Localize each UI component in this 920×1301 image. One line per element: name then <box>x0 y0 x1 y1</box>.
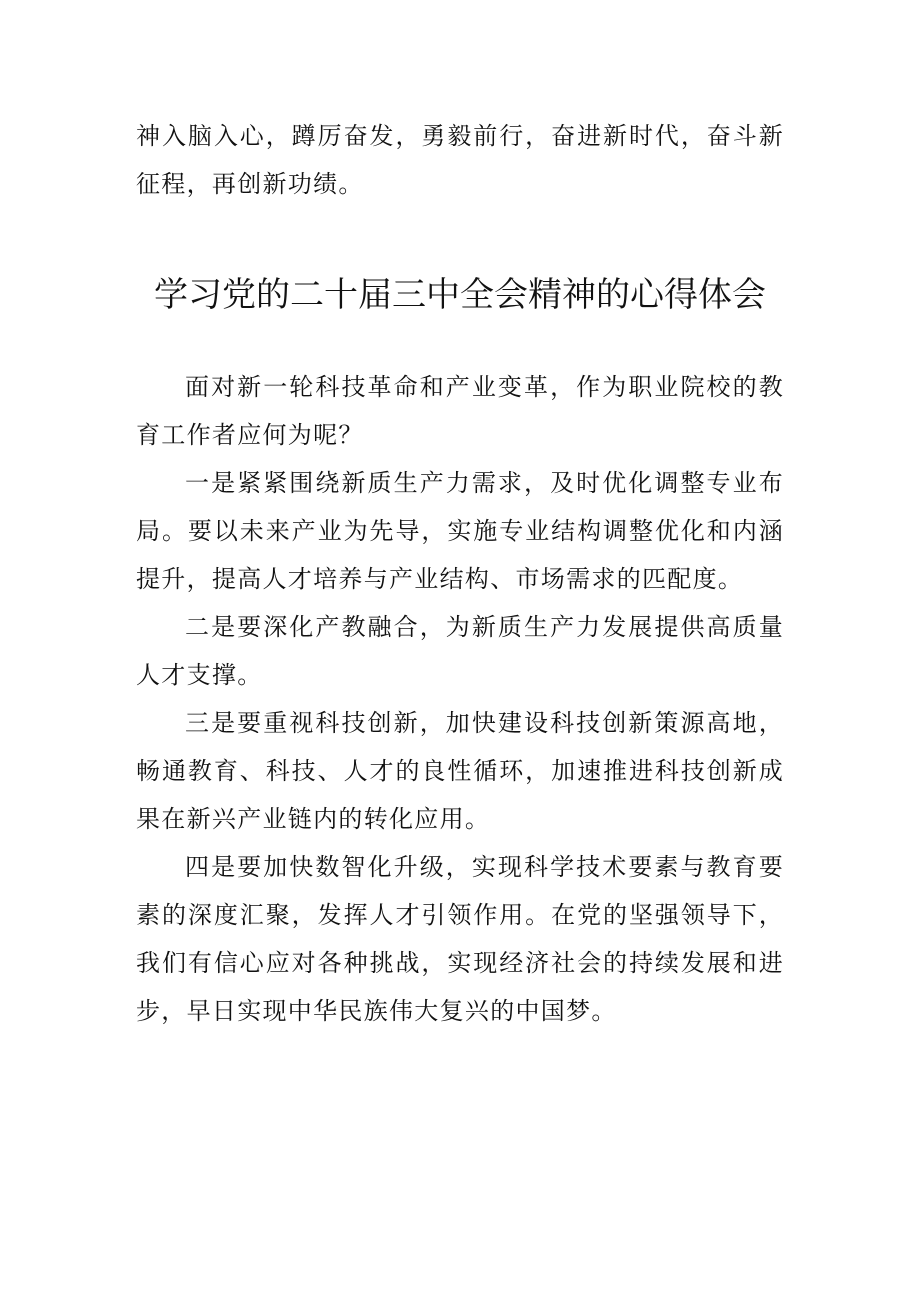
paragraph-point-two: 二是要深化产教融合，为新质生产力发展提供高质量人才支撑。 <box>136 613 784 689</box>
paragraph-point-one: 一是紧紧围绕新质生产力需求，及时优化调整专业布局。要以未来产业为先导，实施专业结构调整优化和内涵提升，提高人才培养与产业结构、市场需求的匹配度。 <box>136 469 784 593</box>
paragraph-question: 面对新一轮科技革命和产业变革，作为职业院校的教育工作者应何为呢？ <box>136 373 784 449</box>
paragraph-point-three: 三是要重视科技创新，加快建设科技创新策源高地，畅通教育、科技、人才的良性循环，加速推进科技创新成果在新兴产业链内的转化应用。 <box>136 709 784 833</box>
paragraph-point-four: 四是要加快数智化升级，实现科学技术要素与教育要素的深度汇聚，发挥人才引领作用。在党的坚强领导下，我们有信心应对各种挑战，实现经济社会的持续发展和进步，早日实现中华民族伟大复兴的中国梦。 <box>136 853 784 1025</box>
page-title: 学习党的二十届三中全会精神的心得体会 <box>154 275 766 315</box>
intro-fragment: 神入脑入心，蹲厉奋发，勇毅前行，奋进新时代，奋斗新征程，再创新功绩。 <box>136 122 784 198</box>
